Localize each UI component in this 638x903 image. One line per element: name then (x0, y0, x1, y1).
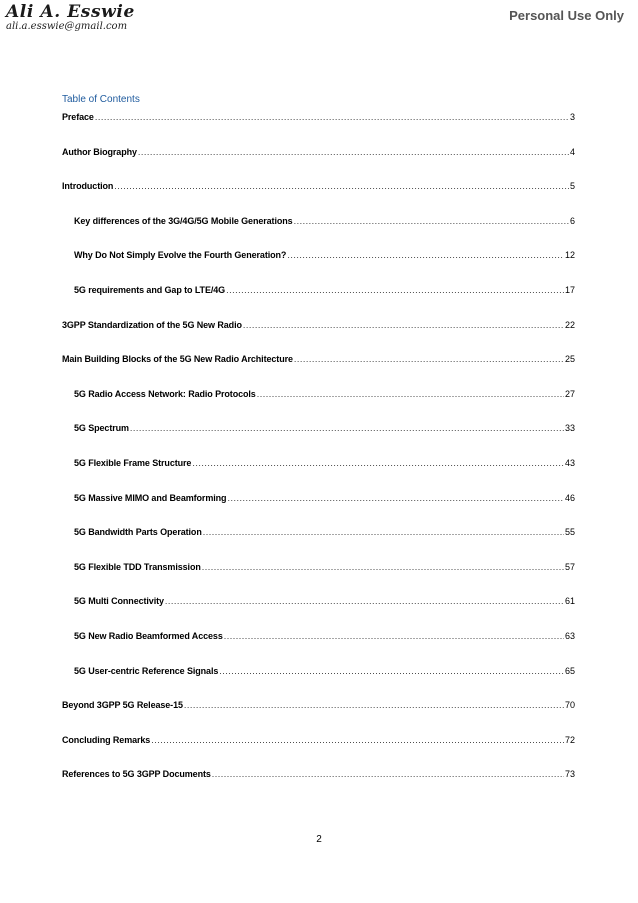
toc-entry-page: 6 (569, 215, 575, 226)
toc-dot-leader (287, 249, 564, 261)
toc-entry-title: 5G Flexible TDD Transmission (74, 561, 201, 572)
toc-entry-page: 57 (564, 561, 575, 572)
toc-dot-leader (294, 215, 569, 227)
toc-entry-page: 43 (564, 458, 575, 468)
toc-entry[interactable] (62, 353, 575, 365)
toc-entry-title: Why Do Not Simply Evolve the Fourth Generation? (74, 250, 287, 261)
toc-dot-leader (219, 665, 564, 677)
toc-entry-page: 4 (569, 146, 575, 157)
toc-entry[interactable] (74, 215, 575, 227)
toc-dot-leader (138, 146, 569, 158)
toc-entry[interactable] (62, 319, 575, 331)
toc-entry-title: 5G New Radio Beamformed Access (74, 631, 223, 641)
toc-entry-page: 17 (564, 285, 575, 295)
table-of-contents (62, 0, 575, 903)
toc-entry-page: 70 (564, 700, 575, 711)
toc-entry-page: 22 (564, 319, 575, 330)
toc-entry[interactable] (62, 734, 575, 746)
toc-entry-title: 5G requirements and Gap to LTE/4G (74, 285, 226, 295)
toc-entry-page: 61 (564, 596, 575, 607)
toc-entry-title: References to 5G 3GPP Documents (62, 769, 211, 780)
toc-entry-page: 5 (569, 181, 575, 192)
toc-dot-leader (212, 768, 564, 780)
toc-dot-leader (165, 595, 564, 607)
toc-entry-page: 63 (564, 631, 575, 641)
toc-entry-title: 5G Radio Access Network: Radio Protocols (74, 388, 256, 399)
toc-entry[interactable] (62, 768, 575, 780)
toc-entry[interactable] (74, 388, 575, 400)
toc-dot-leader (95, 111, 569, 123)
toc-entry-title: Concluding Remarks (62, 734, 151, 745)
toc-entry-page: 72 (564, 734, 575, 745)
toc-entry-title: Preface (62, 112, 94, 122)
toc-entry[interactable] (62, 111, 575, 123)
toc-entry-title: 5G Spectrum (74, 423, 129, 434)
toc-entry[interactable] (74, 249, 575, 261)
toc-dot-leader (294, 353, 564, 365)
toc-entry-page: 73 (564, 769, 575, 780)
toc-entry-page: 65 (564, 665, 575, 676)
toc-entry-title: Beyond 3GPP 5G Release-15 (62, 700, 183, 711)
toc-entry[interactable] (74, 665, 575, 677)
toc-entry-page: 3 (569, 112, 575, 122)
toc-dot-leader (224, 630, 564, 642)
toc-dot-leader (184, 699, 564, 711)
toc-entry[interactable] (74, 457, 575, 469)
toc-dot-leader (257, 388, 564, 400)
toc-entry-page: 55 (564, 527, 575, 538)
toc-dot-leader (243, 319, 564, 331)
toc-entry-title: 5G Multi Connectivity (74, 596, 164, 607)
toc-entry-title: 5G Massive MIMO and Beamforming (74, 492, 227, 503)
toc-entry[interactable] (74, 492, 575, 504)
toc-entry-page: 25 (564, 354, 575, 365)
author-email: ali.a.esswie@gmail.com (6, 21, 128, 32)
toc-entry-page: 12 (564, 250, 575, 261)
toc-entry-title: Author Biography (62, 146, 137, 157)
toc-entry[interactable] (74, 561, 575, 573)
toc-entry-title: Main Building Blocks of the 5G New Radio Architecture (62, 354, 293, 365)
toc-entry-title: Introduction (62, 181, 114, 192)
page-number: 2 (316, 834, 322, 845)
toc-entry-page: 33 (564, 423, 575, 434)
toc-entry[interactable] (62, 146, 575, 158)
toc-dot-leader (130, 422, 564, 434)
toc-dot-leader (151, 734, 564, 746)
toc-entry[interactable] (74, 630, 575, 642)
toc-entry-page: 27 (564, 388, 575, 399)
toc-entry[interactable] (62, 180, 575, 192)
toc-dot-leader (202, 561, 564, 573)
toc-entry-title: 5G Bandwidth Parts Operation (74, 527, 202, 538)
toc-entry[interactable] (74, 526, 575, 538)
toc-entry[interactable] (74, 422, 575, 434)
toc-dot-leader (226, 284, 564, 296)
toc-dot-leader (227, 492, 564, 504)
toc-entry[interactable] (62, 699, 575, 711)
toc-dot-leader (192, 457, 564, 469)
toc-entry[interactable] (74, 284, 575, 296)
toc-entry-title: 3GPP Standardization of the 5G New Radio (62, 319, 242, 330)
toc-entry-title: 5G Flexible Frame Structure (74, 458, 192, 468)
toc-heading: Table of Contents (62, 94, 140, 105)
toc-entry-title: Key differences of the 3G/4G/5G Mobile Generations (74, 215, 293, 226)
toc-entry-title: 5G User-centric Reference Signals (74, 665, 219, 676)
toc-entry-page: 46 (564, 492, 575, 503)
author-name: Ali A. Esswie (6, 2, 135, 22)
toc-entry[interactable] (74, 595, 575, 607)
toc-dot-leader (114, 180, 569, 192)
personal-use-watermark: Personal Use Only (509, 8, 624, 23)
toc-dot-leader (203, 526, 564, 538)
